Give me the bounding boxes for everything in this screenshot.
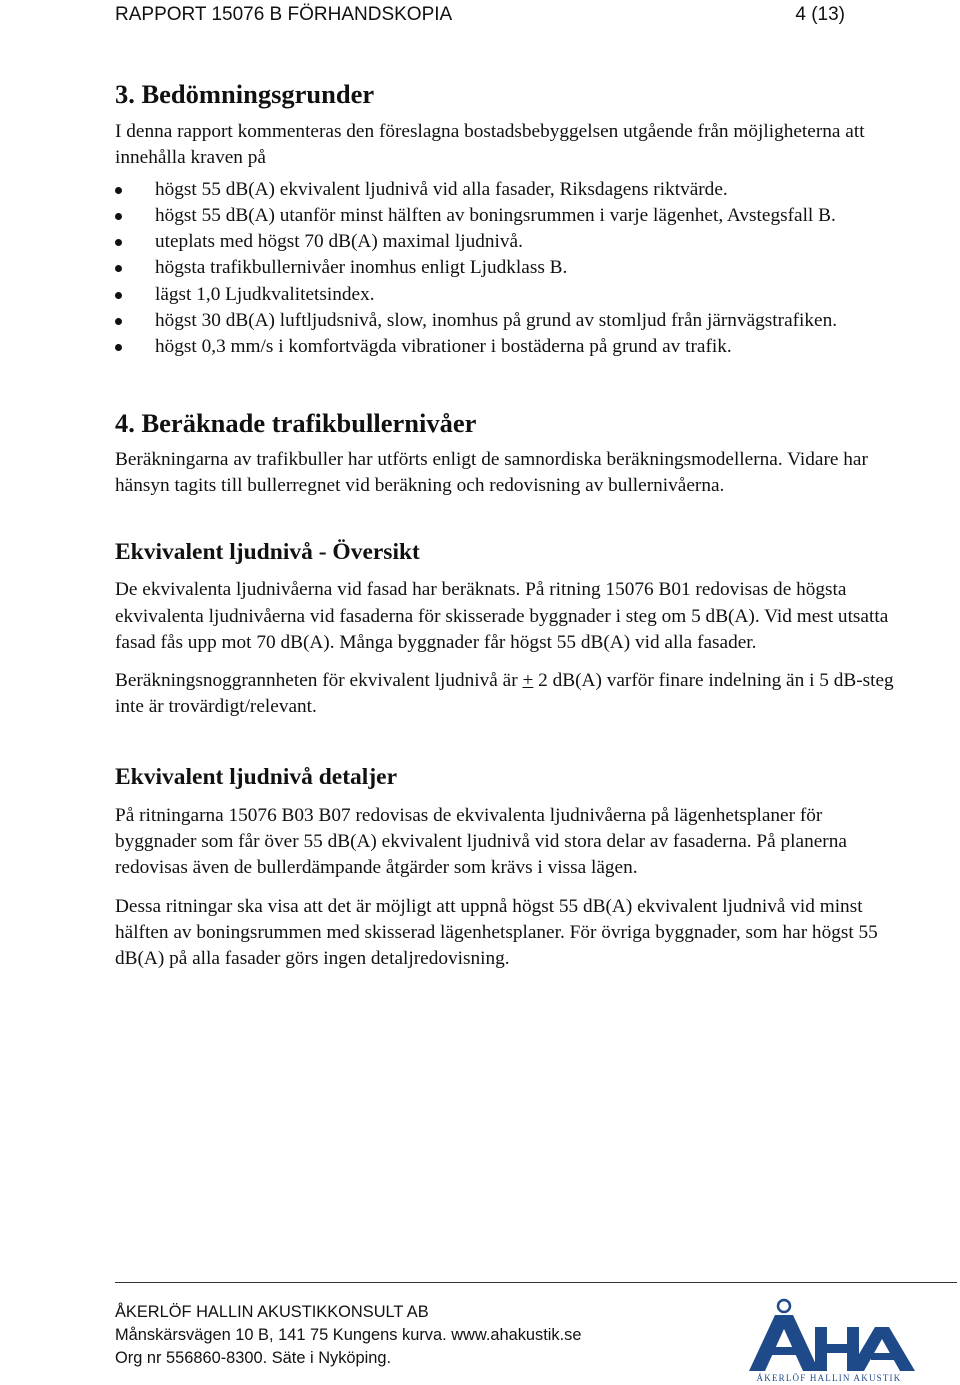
requirements-list — [115, 177, 895, 361]
details-paragraph-2: Dessa ritningar ska visa att det är möjligt att uppnå högst 55 dB(A) ekvivalent ljudnivå vid minst hälften av boningsrummen med skisserad lägenhetsplaner. För övriga byggnader, som har högst 55 dB(A) på alla fasader görs ingen detaljredovisning. — [115, 895, 878, 970]
overview-paragraph-2: Beräkningsnoggrannheten för ekvivalent ljudnivå är + 2 dB(A) varför finare indelning än i 5 dB-steg inte är trovärdigt/relevant. — [115, 670, 894, 718]
document-body — [115, 76, 895, 973]
bullet-icon — [115, 318, 122, 325]
page-number: 4 (13) — [795, 4, 845, 25]
bullet-icon — [115, 292, 122, 299]
bullet-icon — [115, 187, 122, 194]
plus-minus-sign: + — [522, 670, 534, 692]
overview-paragraph-1: De ekvivalenta ljudnivåerna vid fasad har beräknats. På ritning 15076 B01 redovisas de högsta ekvivalenta ljudnivåerna vid fasaderna för skisserade byggnader i steg om 5 dB(A). Vid mest utsatta fasad fås upp mot 70 dB(A). Många byggnader får högst 55 dB(A) vid alla fasader. — [115, 579, 889, 653]
list-item: högst 30 dB(A) luftljudsnivå, slow, inomhus på grund av stomljud från järnvägstrafiken. — [115, 308, 895, 334]
company-name: ÅKERLÖF HALLIN AKUSTIKKONSULT AB — [115, 1303, 429, 1321]
section-4-heading: 4. Beräknade trafikbullernivåer — [115, 407, 477, 438]
list-item: högst 0,3 mm/s i komfortvägda vibrationer i bostäderna på grund av trafik. — [115, 334, 895, 360]
section-3-heading: 3. Bedömningsgrunder — [115, 79, 375, 109]
company-org-number: Org nr 556860-8300. Säte i Nyköping. — [115, 1349, 392, 1368]
page-header — [115, 4, 845, 26]
list-item: uteplats med högst 70 dB(A) maximal ljudnivå. — [115, 229, 895, 255]
details-heading: Ekvivalent ljudnivå detaljer — [115, 763, 398, 790]
report-title: RAPPORT 15076 B FÖRHANDSKOPIA — [115, 4, 453, 25]
overview-heading: Ekvivalent ljudnivå - Översikt — [115, 539, 420, 566]
bullet-icon — [115, 344, 122, 351]
list-item: högsta trafikbullernivåer inomhus enligt Ljudklass B. — [115, 255, 895, 281]
footer-contact — [115, 1301, 581, 1371]
list-item: lägst 1,0 Ljudkvalitetsindex. — [115, 282, 895, 308]
aha-logo — [729, 1297, 929, 1383]
list-item: högst 55 dB(A) ekvivalent ljudnivå vid alla fasader, Riksdagens riktvärde. — [115, 177, 895, 203]
section-4-intro: Beräkningarna av trafikbuller har utförts enligt de samnordiska beräkningsmodellerna. Vidare har hänsyn tagits till bullerregnet vid beräkning och redovisning av bullernivåerna. — [115, 448, 868, 496]
details-paragraph-1: På ritningarna 15076 B03 B07 redovisas de ekvivalenta ljudnivåerna på lägenhetsplaner för byggnader som får över 55 dB(A) ekvivalent ljudnivå vid stora delar av fasaderna. På planerna redovisas även de bullerdämpande åtgärder som krävs i vissa lägen. — [115, 804, 847, 879]
logo-caption: ÅKERLÖF HALLIN AKUSTIK — [756, 1373, 902, 1383]
bullet-icon — [115, 239, 122, 246]
list-item: högst 55 dB(A) utanför minst hälften av boningsrummen i varje lägenhet, Avstegsfall B. — [115, 203, 895, 229]
bullet-icon — [115, 213, 122, 220]
section-3-intro: I denna rapport kommenteras den föreslagna bostadsbebyggelsen utgående från möjligheterna att innehålla kraven på — [115, 121, 865, 169]
footer-divider — [115, 1282, 957, 1283]
bullet-icon — [115, 265, 122, 272]
company-address: Månskärsvägen 10 B, 141 75 Kungens kurva. www.ahakustik.se — [115, 1326, 582, 1345]
